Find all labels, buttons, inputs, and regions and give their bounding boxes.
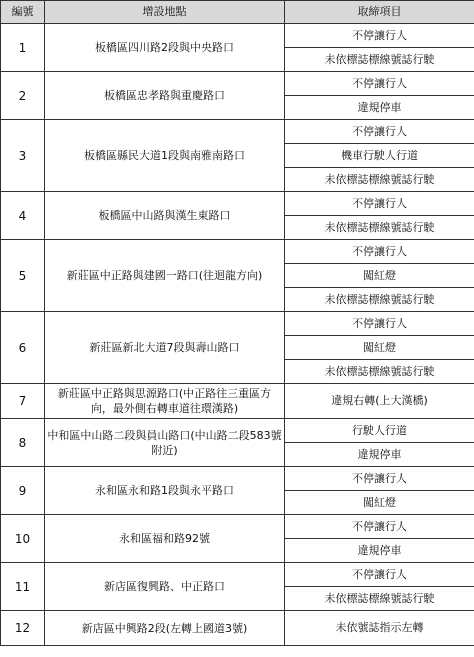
table-row xyxy=(1,240,474,264)
header-number: 編號 xyxy=(1,1,45,24)
violation-item: 違規右轉(上大漢橋) xyxy=(285,384,474,419)
violation-item: 違規停車 xyxy=(285,443,474,467)
violation-item: 行駛人行道 xyxy=(285,419,474,443)
row-number: 3 xyxy=(1,120,45,192)
row-number: 10 xyxy=(1,515,45,563)
row-location: 中和區中山路二段與員山路口(中山路二段583號附近) xyxy=(45,419,285,467)
header-row xyxy=(1,1,474,24)
violation-item: 未依號誌指示左轉 xyxy=(285,611,474,646)
violation-item: 未依標誌標線號誌行駛 xyxy=(285,587,474,611)
violation-item: 不停讓行人 xyxy=(285,312,474,336)
table-row xyxy=(1,384,474,419)
violation-item: 闖紅燈 xyxy=(285,264,474,288)
violation-item: 違規停車 xyxy=(285,96,474,120)
violation-item: 未依標誌標線號誌行駛 xyxy=(285,360,474,384)
violation-item: 不停讓行人 xyxy=(285,563,474,587)
table-row xyxy=(1,515,474,539)
violation-item: 未依標誌標線號誌行駛 xyxy=(285,288,474,312)
row-number: 2 xyxy=(1,72,45,120)
violation-item: 不停讓行人 xyxy=(285,515,474,539)
row-location: 永和區福和路92號 xyxy=(45,515,285,563)
table-row xyxy=(1,611,474,646)
row-location: 新莊區中正路與思源路口(中正路往三重區方向，最外側右轉車道往環漢路) xyxy=(45,384,285,419)
row-number: 5 xyxy=(1,240,45,312)
row-number: 4 xyxy=(1,192,45,240)
table-row xyxy=(1,24,474,48)
table-row xyxy=(1,120,474,144)
row-location: 板橋區縣民大道1段與南雅南路口 xyxy=(45,120,285,192)
violation-item: 未依標誌標線號誌行駛 xyxy=(285,216,474,240)
table-row xyxy=(1,419,474,443)
violation-item: 不停讓行人 xyxy=(285,192,474,216)
violation-item: 不停讓行人 xyxy=(285,24,474,48)
row-number: 7 xyxy=(1,384,45,419)
row-location: 永和區永和路1段與永平路口 xyxy=(45,467,285,515)
violation-item: 違規停車 xyxy=(285,539,474,563)
violation-item: 不停讓行人 xyxy=(285,467,474,491)
row-location: 新莊區新北大道7段與壽山路口 xyxy=(45,312,285,384)
row-location: 新莊區中正路與建國一路口(往迴龍方向) xyxy=(45,240,285,312)
row-location: 板橋區中山路與漢生東路口 xyxy=(45,192,285,240)
row-location: 板橋區忠孝路與重慶路口 xyxy=(45,72,285,120)
violation-item: 闖紅燈 xyxy=(285,491,474,515)
violation-item: 未依標誌標線號誌行駛 xyxy=(285,48,474,72)
table-row xyxy=(1,192,474,216)
row-number: 8 xyxy=(1,419,45,467)
row-number: 6 xyxy=(1,312,45,384)
row-location: 板橋區四川路2段與中央路口 xyxy=(45,24,285,72)
table-row xyxy=(1,72,474,96)
violation-item: 不停讓行人 xyxy=(285,240,474,264)
header-location: 增設地點 xyxy=(45,1,285,24)
row-number: 1 xyxy=(1,24,45,72)
row-number: 9 xyxy=(1,467,45,515)
header-violation: 取締項目 xyxy=(285,1,474,24)
row-location: 新店區復興路、中正路口 xyxy=(45,563,285,611)
violation-item: 未依標誌標線號誌行駛 xyxy=(285,168,474,192)
table-row xyxy=(1,312,474,336)
violation-item: 不停讓行人 xyxy=(285,120,474,144)
violation-item: 不停讓行人 xyxy=(285,72,474,96)
row-number: 11 xyxy=(1,563,45,611)
violation-item: 機車行駛人行道 xyxy=(285,144,474,168)
table-row xyxy=(1,467,474,491)
violation-item: 闖紅燈 xyxy=(285,336,474,360)
row-location: 新店區中興路2段(左轉上國道3號) xyxy=(45,611,285,646)
table-row xyxy=(1,563,474,587)
row-number: 12 xyxy=(1,611,45,646)
table-body xyxy=(1,24,474,646)
